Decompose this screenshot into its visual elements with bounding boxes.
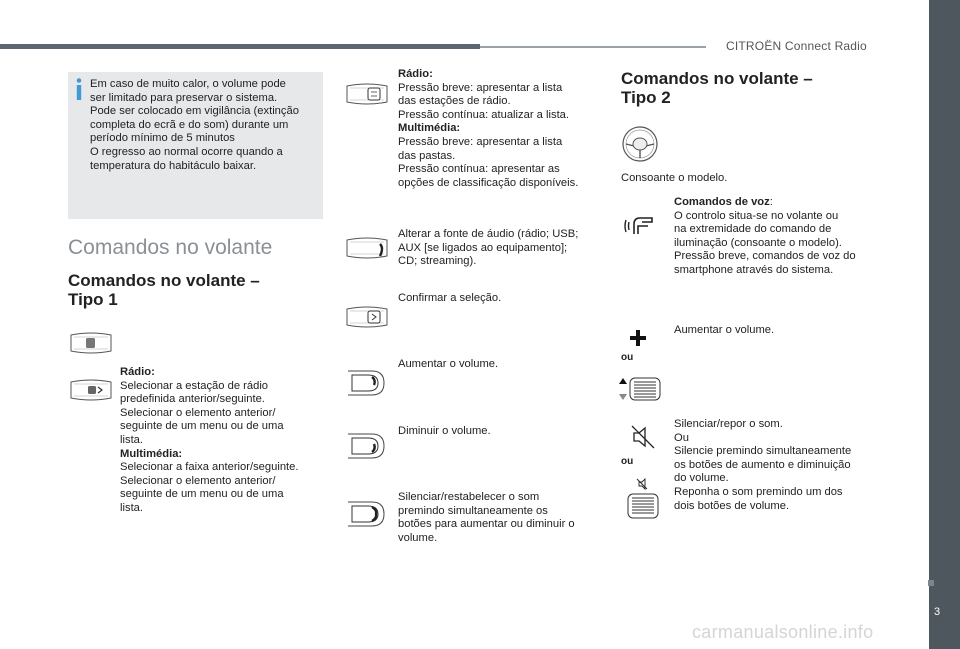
voice-command-icon [624, 210, 658, 236]
desc-line: opções de classificação disponíveis. [398, 176, 579, 189]
volume-down-text: Diminuir o volume. [398, 425, 491, 437]
volume-up-text: Aumentar o volume. [398, 358, 499, 370]
desc-line: Reponha o som premindo um dos [674, 485, 843, 498]
desc-line: O controlo situa-se no volante ou [674, 209, 839, 222]
type2-mute-description [674, 418, 874, 513]
header-rule [480, 46, 706, 48]
steering-wheel-icon [620, 124, 660, 164]
desc-line: seguinte de um menu ou de uma [120, 488, 284, 501]
info-line: período mínimo de 5 minutos [90, 132, 235, 145]
desc-line: seguinte de um menu ou de uma [120, 420, 284, 433]
info-line: Pode ser colocado em vigilância (extinção [90, 105, 299, 118]
header-bar [0, 44, 480, 49]
mute-stalk-icon [346, 498, 386, 530]
radio-label: Rádio: [398, 68, 433, 80]
desc-line: premindo simultaneamente os [398, 504, 548, 517]
desc-line: Pressão contínua: atualizar a lista. [398, 108, 570, 121]
side-strip [929, 0, 960, 649]
desc-line: Selecionar o elemento anterior/ [120, 406, 276, 419]
or-label: ou [621, 456, 634, 467]
info-line: completa do ecrã e do som) durante um [90, 118, 289, 131]
desc-line: das pastas. [398, 149, 456, 162]
radio-label: Rádio: [120, 366, 155, 378]
voice-label: Comandos de voz [674, 196, 770, 208]
model-note: Consoante o modelo. [621, 172, 728, 184]
section-title: Comandos no volante [68, 236, 273, 259]
desc-line: Alterar a fonte de áudio (rádio; USB; [398, 228, 579, 240]
desc-line: Ou [674, 431, 689, 444]
type2-title [621, 69, 871, 107]
plus-icon [628, 328, 648, 348]
desc-line: Selecionar o elemento anterior/ [120, 474, 276, 487]
mute-description [398, 491, 598, 545]
desc-line: do volume. [674, 472, 729, 485]
desc-line: na extremidade do comando de [674, 223, 832, 236]
stalk-end-button-icon [344, 82, 390, 106]
type2-title-line: Comandos no volante – [621, 69, 813, 88]
type2-volume-up-text: Aumentar o volume. [674, 324, 775, 336]
middle-radio-description [398, 68, 598, 190]
desc-line: Pressão breve, comandos de voz do [674, 250, 856, 263]
type2-title-line: Tipo 2 [621, 88, 671, 107]
desc-line: Selecionar a faixa anterior/seguinte. [120, 461, 299, 474]
stalk-confirm-icon [344, 305, 390, 329]
desc-line: AUX [se ligados ao equipamento]; [398, 241, 568, 254]
desc-line: Pressão contínua: apresentar as [398, 163, 560, 176]
mute-speaker-icon [630, 424, 656, 450]
desc-line: dois botões de volume. [674, 499, 790, 512]
desc-line: smartphone através do sistema. [674, 263, 834, 276]
stalk-source-icon [344, 236, 390, 260]
volume-roller-icon [618, 376, 662, 402]
volume-down-stalk-icon [346, 430, 386, 462]
volume-up-stalk-icon [346, 367, 386, 399]
middle-source-description [398, 228, 598, 269]
confirm-text: Confirmar a seleção. [398, 292, 502, 304]
header-title: CITROËN Connect Radio [726, 39, 867, 53]
desc-line: das estações de rádio. [398, 95, 511, 108]
desc-line: lista. [120, 433, 144, 446]
multimedia-label: Multimédia: [398, 122, 461, 135]
info-line: Em caso de muito calor, o volume pode [90, 78, 286, 90]
desc-line: Silenciar/repor o som. [674, 418, 783, 430]
watermark: carmanualsonline.info [692, 622, 874, 642]
desc-line: CD; streaming). [398, 255, 477, 268]
desc-line: os botões de aumento e diminuição [674, 458, 851, 471]
type1-title [68, 271, 318, 309]
type1-title-line: Comandos no volante – [68, 271, 260, 290]
desc-line: botões para aumentar ou diminuir o [398, 518, 575, 531]
multimedia-label: Multimédia: [120, 447, 183, 460]
desc-line: iluminação (consoante o modelo). [674, 236, 842, 249]
page-number: 3 [934, 606, 941, 618]
voice-label-colon: : [769, 196, 773, 208]
desc-line: Silencie premindo simultaneamente [674, 445, 852, 458]
info-text [90, 78, 320, 173]
type1-description [120, 366, 320, 516]
desc-line: Pressão breve: apresentar a lista [398, 81, 563, 94]
or-label: ou [621, 352, 634, 363]
desc-line: Pressão breve: apresentar a lista [398, 135, 563, 148]
desc-line: Silenciar/restabelecer o som [398, 491, 540, 503]
mute-roller-icon [626, 478, 660, 520]
info-line: O regresso ao normal ocorre quando a [90, 145, 283, 158]
next-page-marker-icon [928, 580, 934, 586]
stalk-wheel-icon [68, 378, 114, 402]
desc-line: volume. [398, 531, 438, 544]
desc-line: lista. [120, 501, 144, 514]
type1-title-line: Tipo 1 [68, 290, 118, 309]
info-line: ser limitado para preservar o sistema. [90, 91, 278, 104]
stalk-button-icon [68, 331, 114, 355]
info-line: temperatura do habitáculo baixar. [90, 159, 257, 172]
voice-description [674, 196, 874, 278]
desc-line: predefinida anterior/seguinte. [120, 393, 265, 406]
desc-line: Selecionar a estação de rádio [120, 379, 269, 392]
info-icon [75, 78, 83, 100]
